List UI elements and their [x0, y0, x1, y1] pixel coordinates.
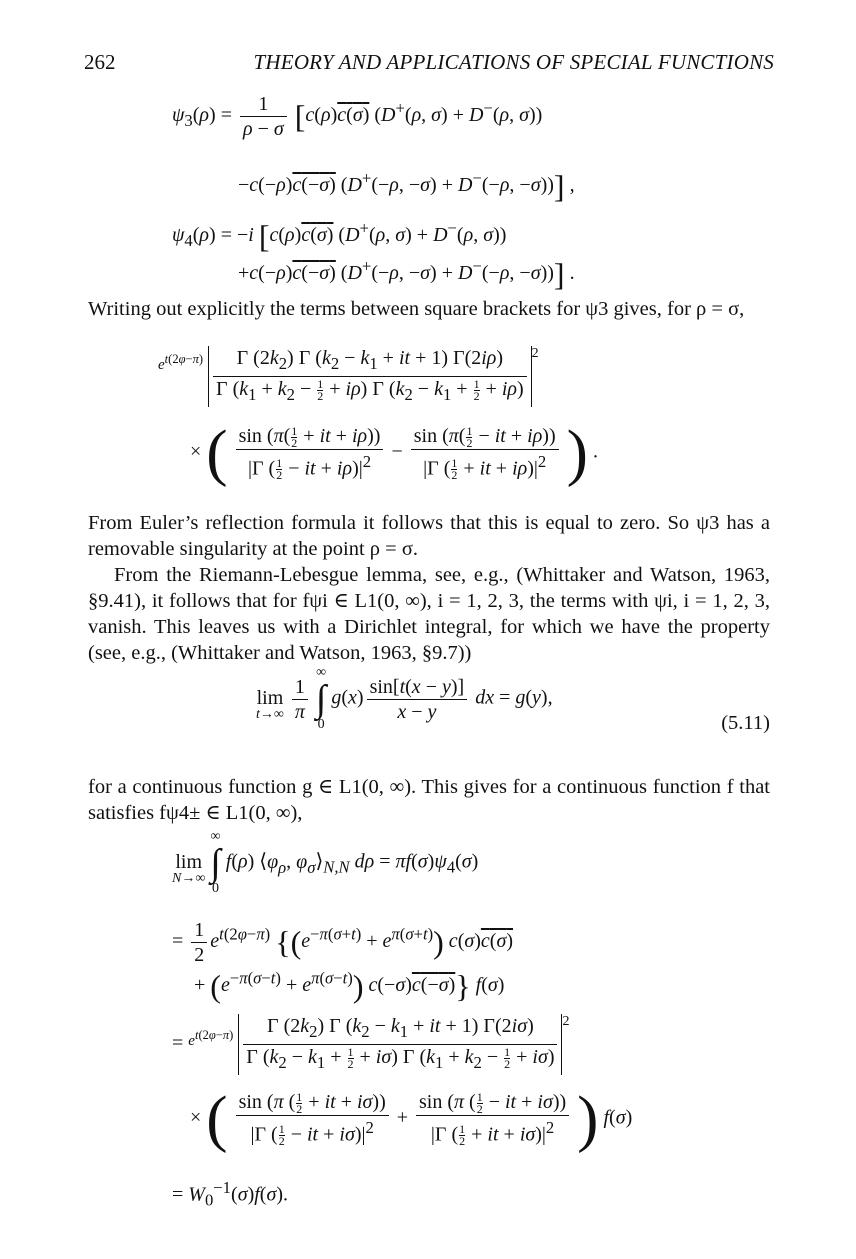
equation-gamma-ratio: $^{e^{t(2\varphi-\pi)}}$ Γ $(2k_2)$ Γ ($k_2 - k_1$ + it + 1) Γ(2iρ) Γ ($k_1 + k_2$ − $\frac{1}{2}$ + iρ) Γ ($k_2 - k_1$ + $\frac{1}{2}$ + iρ) $^2$: [158, 346, 539, 407]
equation-psi4-line1: $\psi_4(\rho) = -i$ [c(ρ)c(σ) (D+(ρ, σ) + D−(ρ, σ)): [172, 218, 507, 254]
equation-sin-bracket-sigma: × ( sin (π ( $\frac{1}{2}$ + it + iσ)) |Γ ( $\frac{1}{2}$ − it + $i\sigma)|^2$ + sin (π ( $\frac{1}{2}$ − it + iσ)) |Γ ( $\frac{1}{2}$ + it + $i\sigma)|^2$ ) f(σ): [190, 1082, 633, 1154]
equation-half-exp: = $\frac{1}{2}$ $e^{t(2\varphi-\pi)}$ {$(e^{-\pi(\sigma+t)} + e^{\pi(\sigma+t)})$ c(σ)c(σ): [172, 919, 514, 966]
equation-psi4-line2: +c(−ρ)c(−σ) (D+(−ρ, −σ) + D−(−ρ, −σ))] .: [238, 256, 575, 292]
equation-number: (5.11): [721, 712, 770, 734]
equation-plus-exp: + $(e^{-\pi(\sigma-t)} + e^{\pi(\sigma-t)})$ c(−σ)c(−σ)} f(σ): [194, 968, 505, 1004]
equation-psi3-line2: −c(−ρ)c(−σ) (D+(−ρ, −σ) + D−(−ρ, −σ))] ,: [238, 168, 575, 204]
paragraph-writing-out: Writing out explicitly the terms between square brackets for ψ3 gives, for ρ = σ,: [88, 298, 745, 320]
paragraph-riemann-lebesgue: From the Riemann-Lebesgue lemma, see, e.g., (Whittaker and Watson, 1963, §9.41), it follows that for fψi ∈ L1(0, ∞), i = 1, 2, 3, the terms with ψi, i = 1, 2, 3, vanish. This leaves us with a Dirichlet integral, for which we have the property (see, e.g., (Whittaker and Watson, 1963, §9.7)): [88, 564, 770, 664]
running-title: THEORY AND APPLICATIONS OF SPECIAL FUNCTIONS: [253, 50, 774, 74]
equation-sin-bracket: × ( sin (π( $\frac{1}{2}$ + it + iρ)) |Γ ( $\frac{1}{2}$ − it + $i\rho)|^2$ − sin (π( $\frac{1}{2}$ − it + iρ)) |Γ ( $\frac{1}{2}$ + it + $i\rho)|^2$ ) .: [190, 416, 598, 488]
equation-gamma-ratio-sigma: = $^{e^{t(2\varphi-\pi)}}$ Γ $(2k_2)$ Γ ($k_2 - k_1$ + it + 1) Γ(2iσ) Γ ($k_2 - k_1$ + $\frac{1}{2}$ + iσ) Γ ($k_1 + k_2$ − $\frac{1}{2}$ + iσ) $^2$: [172, 1014, 569, 1075]
equation-dirichlet-integral: lim t→∞ $\frac{1}{\pi}$ ∞ ∫ 0 g(x) $\frac{\sin[t(x - y)]}{x - y}$ dx = g(y),: [256, 665, 553, 732]
page-number: 262: [84, 50, 116, 74]
paragraph-continuous-function: for a continuous function g ∈ L1(0, ∞). This gives for a continuous function f that satisfies fψ4± ∈ L1(0, ∞),: [88, 776, 770, 824]
equation-psi3-line1: $\psi_3(\rho)$ = $\frac{1}{\rho - \sigma}$ [c(ρ)c(σ) (D+(ρ, σ) + D−(ρ, σ)): [172, 93, 543, 140]
equation-final: = $W_0^{-1}(\sigma)f(\sigma)$.: [172, 1178, 289, 1210]
equation-limit-integral: lim N→∞ ∞ ∫ 0 f(ρ) $⟨\varphi_\rho$, $\varphi_\sigma⟩_{N,N}$ $d\rho = \pi f(\sigma)\psi_4(\sigma)$: [172, 829, 479, 896]
paragraph-euler-reflection: From Euler’s reflection formula it follows that this is equal to zero. So ψ3 has a removable singularity at the point ρ = σ.: [88, 512, 770, 560]
